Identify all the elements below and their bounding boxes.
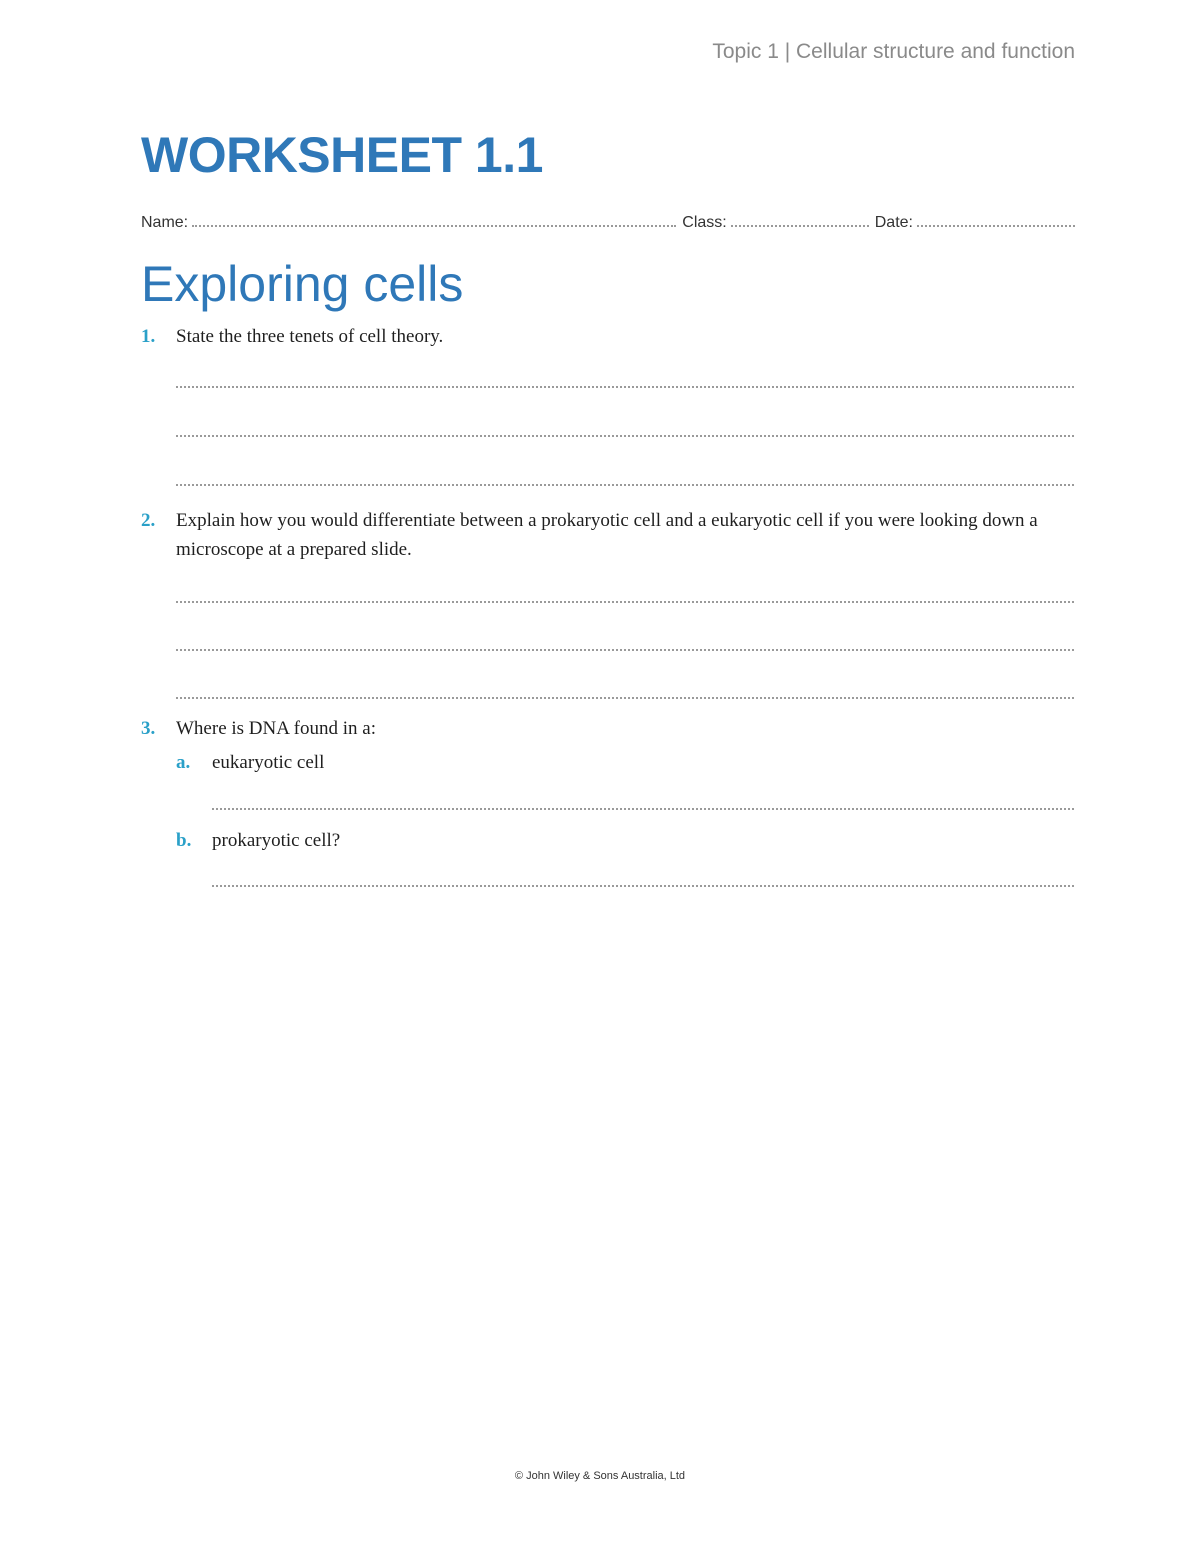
answer-line[interactable] (176, 649, 1074, 651)
date-field[interactable] (917, 225, 1075, 227)
answer-line[interactable] (176, 697, 1074, 699)
answer-line[interactable] (176, 386, 1074, 388)
question-number: 1. (141, 326, 156, 347)
answer-line[interactable] (176, 435, 1074, 437)
part-text-a: eukaryotic cell (212, 752, 325, 773)
answer-line[interactable] (176, 601, 1074, 603)
name-field[interactable] (192, 225, 676, 227)
footer-copyright: © John Wiley & Sons Australia, Ltd (514, 1470, 686, 1482)
answer-line[interactable] (212, 885, 1074, 887)
answer-line[interactable] (176, 484, 1074, 486)
part-text-b: prokaryotic cell? (212, 830, 341, 851)
part-letter-a: a. (176, 752, 191, 773)
part-letter-b: b. (176, 830, 192, 851)
student-info-row (141, 208, 1075, 232)
worksheet-title: WORKSHEET 1.1 (141, 127, 543, 183)
date-label: Date: (874, 214, 913, 231)
name-label: Name: (141, 214, 189, 231)
answer-line[interactable] (212, 808, 1074, 810)
question-text: State the three tenets of cell theory. (176, 326, 444, 347)
question-text: Where is DNA found in a: (176, 718, 376, 739)
header-topic: Topic 1 | Cellular structure and function (712, 40, 1075, 63)
section-title: Exploring cells (141, 256, 464, 312)
question-number: 2. (141, 510, 156, 531)
question-number: 3. (141, 718, 156, 739)
class-label: Class: (682, 214, 727, 231)
class-field[interactable] (731, 225, 869, 227)
question-text: Explain how you would differentiate between a prokaryotic cell and a eukaryotic cell if you were looking down a microscope at a prepared slide. (176, 510, 1038, 560)
